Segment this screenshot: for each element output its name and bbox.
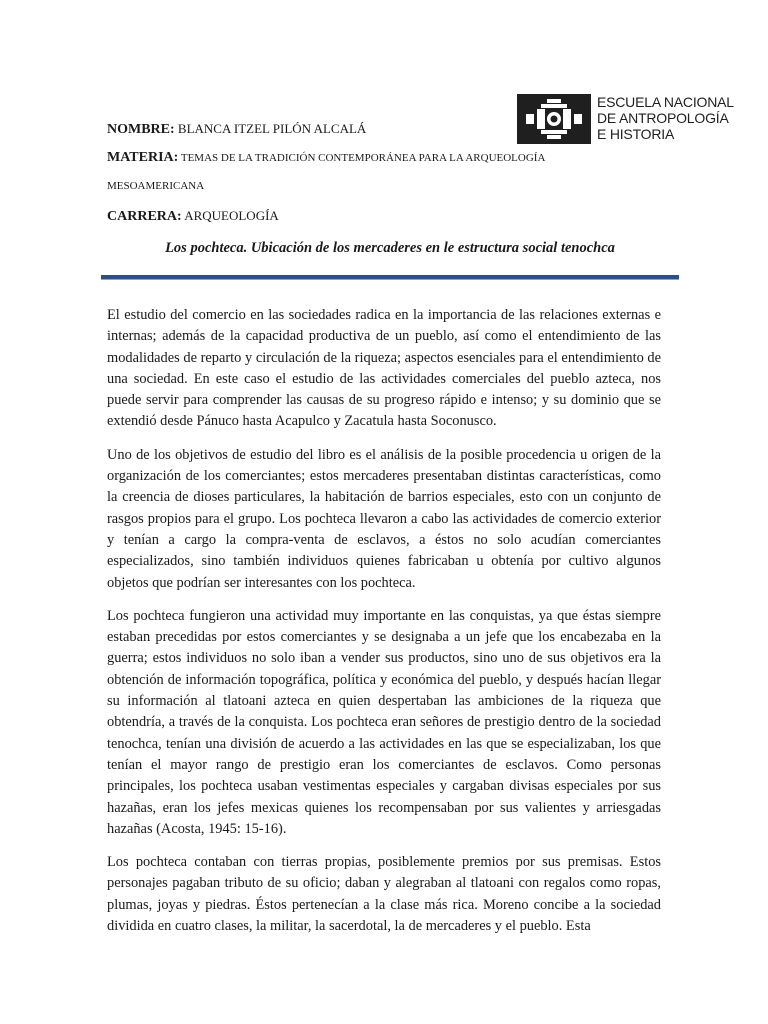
materia-value-continued: MESOAMERICANA: [107, 180, 205, 192]
document-body: [107, 305, 661, 949]
field-materia: [107, 150, 545, 166]
nombre-value: BLANCA ITZEL PILÓN ALCALÁ: [174, 121, 367, 136]
logo-wordmark: [597, 94, 734, 142]
carrera-label: CARRERA:: [107, 209, 182, 224]
paragraph: Los pochteca fungieron una actividad muy importante en las conquistas, ya que éstas siempre estaban precedidas por estos comerciantes y se designaba a un jefe que los encabezaba en la guerra; estos individuos no solo iban a vender sus productos, sino uno de sus objetivos era la obtención de información topográfica, política y económica del pueblo, y después hacían llegar su información al tlatoani azteca en quien despertaban las ambiciones de la riqueza que obtendría, a través de la conquista. Los pochteca eran señores de prestigio dentro de la sociedad tenochca, tenían una división de acuerdo a las actividades en las que se especializaban, los que tenían el mayor rango de prestigio eran los comerciantes de esclavos. Como personas principales, los pochteca usaban vestimentas especiales y cargaban divisas especiales por sus hazañas, eran los jefes mexicas quienes los recompensaban por sus valientes y arriesgadas hazañas (Acosta, 1945: 15-16).: [107, 607, 661, 837]
materia-label: MATERIA:: [107, 150, 179, 165]
logo-line-2: DE ANTROPOLOGÍA: [597, 110, 729, 126]
logo-emblem-icon: [517, 94, 591, 144]
carrera-value: ARQUEOLOGÍA: [181, 208, 279, 223]
nombre-label: NOMBRE:: [107, 122, 175, 137]
logo-line-1: ESCUELA NACIONAL: [597, 94, 734, 110]
title-divider: [101, 275, 679, 280]
field-nombre: [107, 121, 366, 138]
paragraph: Uno de los objetivos de estudio del libro es el análisis de la posible procedencia u origen de la organización de los comerciantes; estos mercaderes presentaban distintas características, como la creencia de dioses particulares, la habitación de barrios especiales, esto con un conjunto de rasgos propios para el grupo. Los pochteca llevaron a cabo las actividades de comercio exterior y tenían a cargo la compra-venta de esclavos, a éstos no solo acudían comerciantes especializados, sino también individuos quienes fabricaban u obtenía por cultivo algunos objetos que podrían ser interesantes con los pochteca.: [107, 446, 661, 591]
field-carrera: [107, 208, 279, 225]
institution-logo: [517, 94, 734, 144]
materia-value: TEMAS DE LA TRADICIÓN CONTEMPORÁNEA PARA LA ARQUEOLOGÍA: [178, 152, 546, 164]
document-title: Los pochteca. Ubicación de los mercaderes en le estructura social tenochca: [165, 240, 615, 256]
logo-line-3: E HISTORIA: [597, 126, 675, 142]
paragraph: Los pochteca contaban con tierras propias, posiblemente premios por sus premisas. Estos personajes pagaban tributo de su oficio; daban y alegraban al tlatoani con regalos como ropas, plumas, joyas y piedras. Éstos pertenecían a la clase más rica. Moreno concibe a la sociedad dividida en cuatro clases, la militar, la sacerdotal, la de mercaderes y el pueblo. Esta: [107, 854, 661, 935]
paragraph: El estudio del comercio en las sociedades radica en la importancia de las relaciones externas e internas; además de la capacidad productiva de un pueblo, así como el entendimiento de las modalidades de reparto y circulación de la riqueza; aspectos esenciales para el entendimiento de una sociedad. En este caso el estudio de las actividades comerciales del pueblo azteca, nos puede servir para comprender las causas de su progreso rápido e intenso; y su dominio que se extendió desde Pánuco hasta Acapulco y Zacatula hasta Soconusco.: [107, 307, 661, 430]
